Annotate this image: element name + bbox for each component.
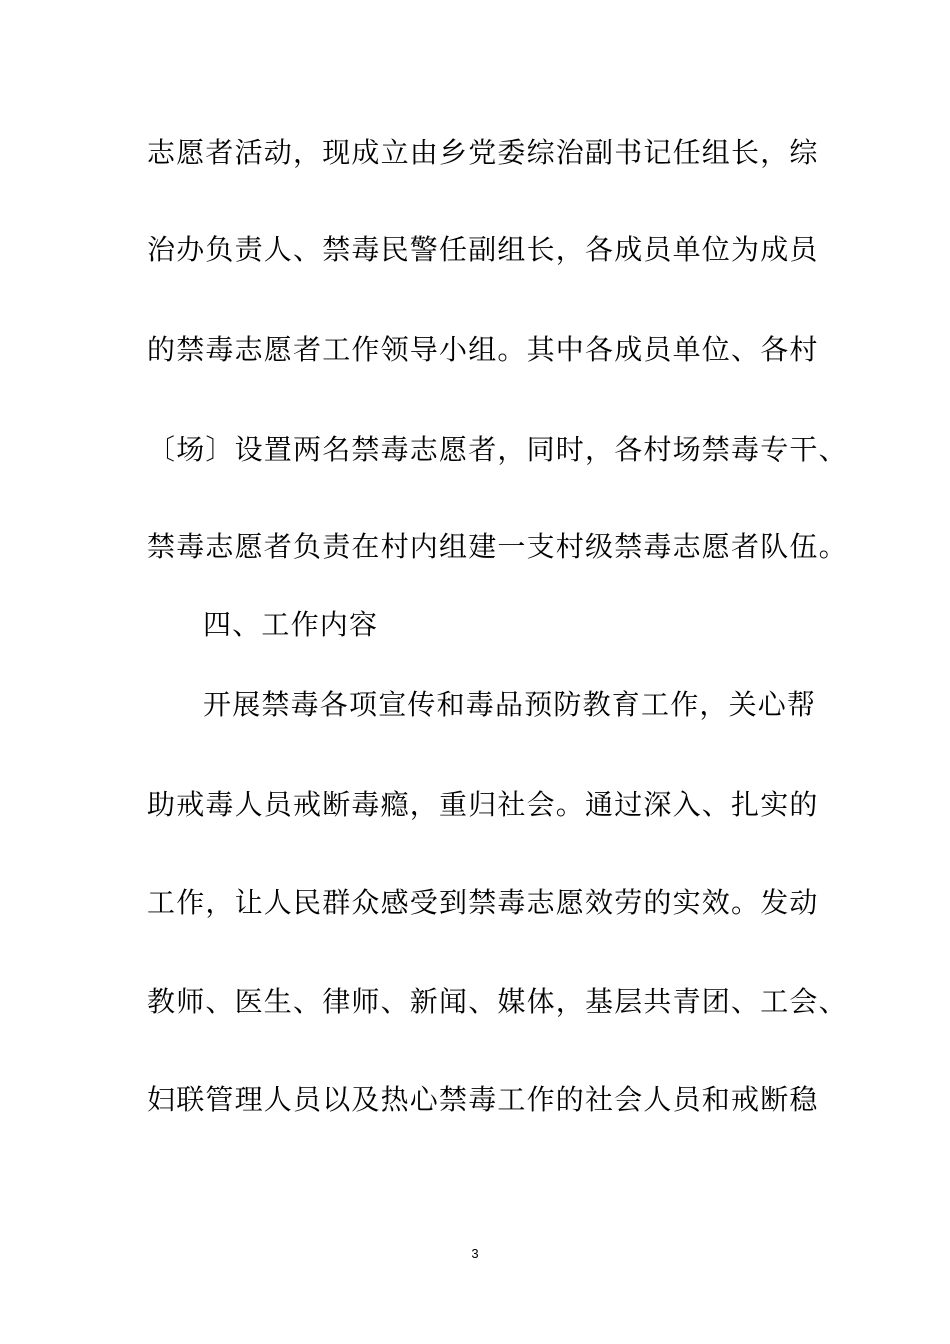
- text-line-2: 治办负责人、禁毒民警任副组长，各成员单位为成员: [147, 233, 819, 266]
- section-heading: 四、工作内容: [203, 608, 379, 641]
- text-line-5: 禁毒志愿者负责在村内组建一支村级禁毒志愿者队伍。: [147, 530, 848, 563]
- text-line-9: 工作，让人民群众感受到禁毒志愿效劳的实效。发动: [147, 886, 819, 919]
- text-line-4: 〔场〕设置两名禁毒志愿者，同时，各村场禁毒专干、: [147, 433, 848, 466]
- text-line-3: 的禁毒志愿者工作领导小组。其中各成员单位、各村: [147, 333, 819, 366]
- text-line-11: 妇联管理人员以及热心禁毒工作的社会人员和戒断稳: [147, 1083, 819, 1116]
- text-line-7: 开展禁毒各项宣传和毒品预防教育工作，关心帮: [203, 688, 817, 721]
- text-line-8: 助戒毒人员戒断毒瘾，重归社会。通过深入、扎实的: [147, 788, 819, 821]
- text-line-1: 志愿者活动，现成立由乡党委综治副书记任组长，综: [147, 136, 819, 169]
- page-number: 3: [471, 1246, 479, 1261]
- text-line-10: 教师、医生、律师、新闻、媒体，基层共青团、工会、: [147, 985, 848, 1018]
